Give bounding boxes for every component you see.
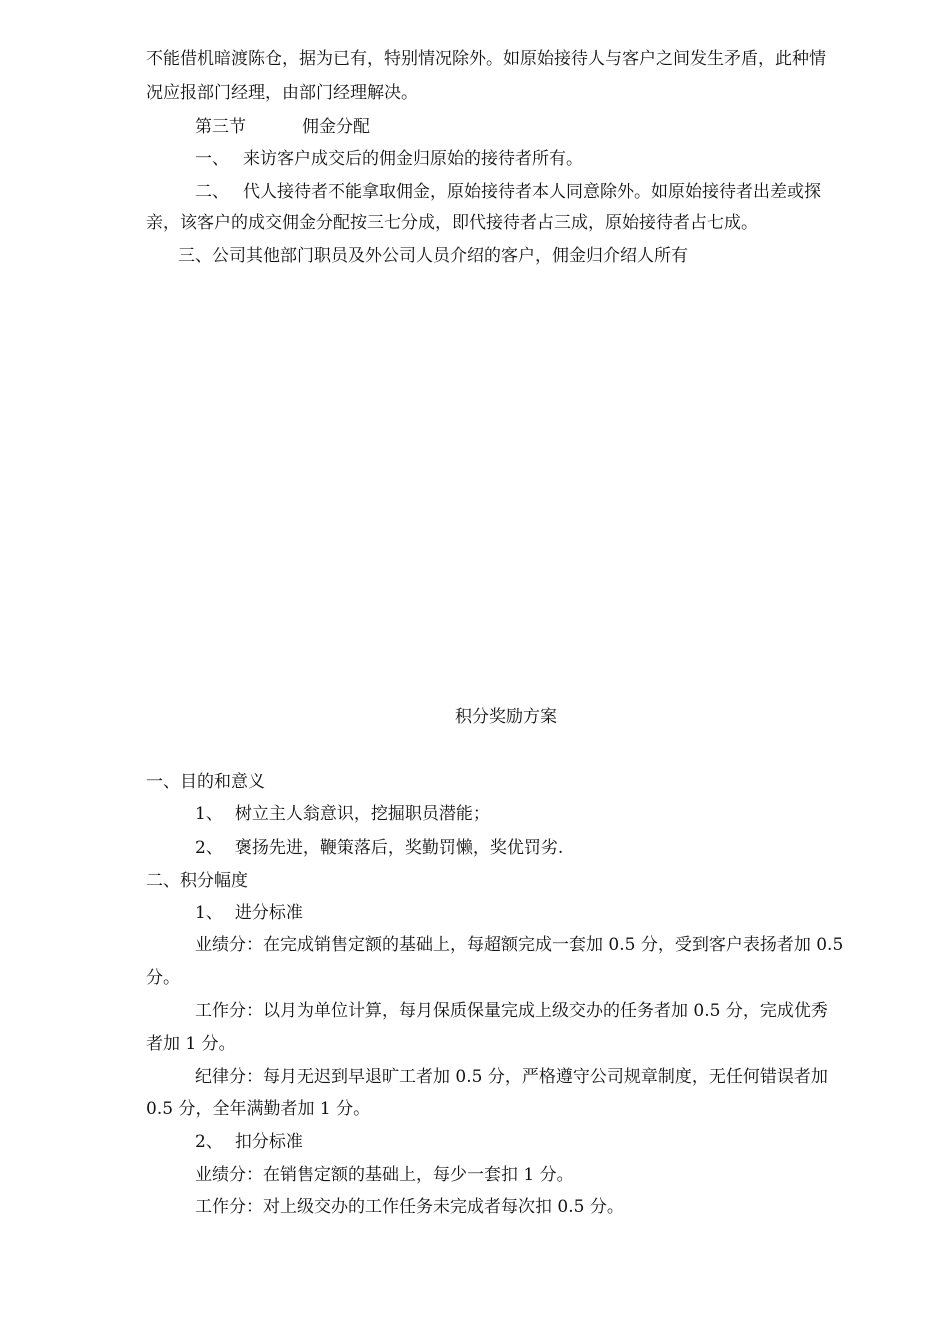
paragraph-line: 亲，该客户的成交佣金分配按三七分成，即代接待者占三成，原始接待者占七成。 [146,213,758,233]
list-item [195,1131,303,1153]
paragraph-line: 分。 [146,968,180,988]
list-item-number: 1、 [195,903,223,923]
list-item: 三、公司其他部门职员及外公司人员介绍的客户，佣金归介绍人所有 [178,246,688,266]
list-item [195,803,490,825]
list-item-text: 褒扬先进，鞭策落后，奖勤罚懒，奖优罚劣. [234,838,564,858]
paragraph-line: 业绩分：在销售定额的基础上，每少一套扣 1 分。 [195,1165,574,1185]
paragraph-line: 纪律分：每月无迟到早退旷工者加 0.5 分，严格遵守公司规章制度，无任何错误者加 [195,1067,828,1087]
section-number: 第三节 [195,117,246,137]
list-item-text: 来访客户成交后的佣金归原始的接待者所有。 [243,149,583,169]
list-item-text: 树立主人翁意识，挖掘职员潜能； [234,804,490,824]
section-title: 佣金分配 [302,117,370,137]
list-item-number: 2、 [195,838,223,858]
list-item-number: 一、 [195,149,229,169]
paragraph-line: 者加 1 分。 [146,1034,236,1054]
heading: 一、目的和意义 [146,772,265,792]
list-item-number: 2、 [195,1132,223,1152]
paragraph-line: 不能借机暗渡陈仓，据为已有，特别情况除外。如原始接待人与客户之间发生矛盾，此种情 [146,49,826,69]
list-item-text: 扣分标准 [234,1132,303,1152]
document-title: 积分奖励方案 [455,707,557,727]
list-item [195,902,303,924]
paragraph-line: 况应报部门经理，由部门经理解决。 [146,83,418,103]
paragraph-line: 业绩分：在完成销售定额的基础上，每超额完成一套加 0.5 分，受到客户表扬者加 0.5 [195,935,844,955]
list-item [195,148,583,170]
paragraph-line: 工作分：对上级交办的工作任务未完成者每次扣 0.5 分。 [195,1197,624,1217]
list-item [195,181,821,203]
list-item [195,837,563,859]
paragraph-line: 0.5 分，全年满勤者加 1 分。 [146,1099,371,1119]
list-item-number: 1、 [195,804,223,824]
list-item-number: 二、 [195,182,229,202]
paragraph-line: 工作分：以月为单位计算，每月保质保量完成上级交办的任务者加 0.5 分，完成优秀 [195,1001,828,1021]
section-heading [195,116,370,138]
list-item-text: 进分标准 [234,903,303,923]
list-item-text: 代人接待者不能拿取佣金，原始接待者本人同意除外。如原始接待者出差或探 [243,182,821,202]
heading: 二、积分幅度 [146,871,248,891]
